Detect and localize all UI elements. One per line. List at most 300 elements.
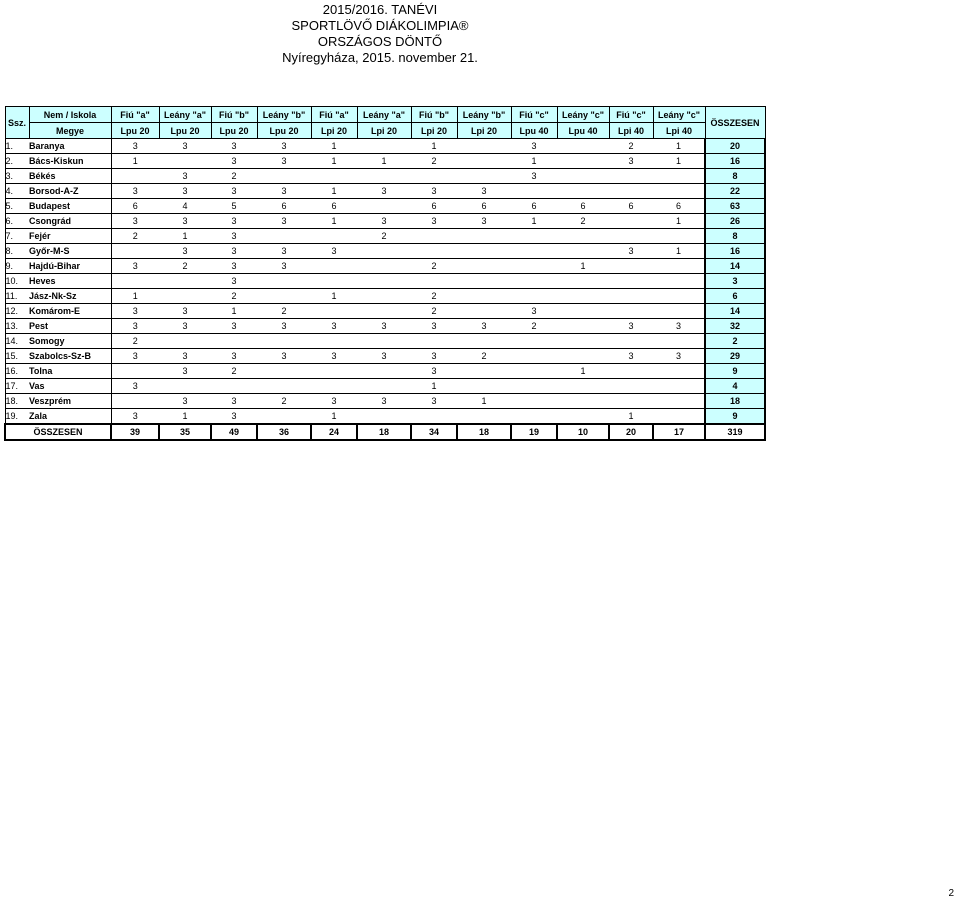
score-cell	[311, 379, 357, 394]
score-cell	[511, 289, 557, 304]
score-cell: 3	[257, 154, 311, 169]
row-number: 4.	[5, 184, 29, 199]
county-name: Borsod-A-Z	[29, 184, 111, 199]
score-cell: 6	[457, 199, 511, 214]
score-cell	[557, 139, 609, 154]
score-cell	[411, 409, 457, 425]
score-cell	[557, 229, 609, 244]
score-cell: 3	[159, 304, 211, 319]
table-row	[5, 169, 765, 184]
score-cell: 2	[257, 304, 311, 319]
column-sum: 19	[511, 424, 557, 440]
row-number: 6.	[5, 214, 29, 229]
row-total: 8	[705, 229, 765, 244]
score-cell	[257, 169, 311, 184]
row-total: 16	[705, 154, 765, 169]
score-cell: 3	[357, 214, 411, 229]
score-cell: 1	[557, 364, 609, 379]
column-sum: 24	[311, 424, 357, 440]
score-cell	[653, 169, 705, 184]
table-row	[5, 199, 765, 214]
score-cell: 3	[159, 394, 211, 409]
county-name: Tolna	[29, 364, 111, 379]
score-cell: 3	[653, 319, 705, 334]
score-cell: 3	[211, 394, 257, 409]
column-header-category: Leány "c"	[653, 107, 705, 123]
score-cell	[557, 154, 609, 169]
sum-label: ÖSSZESEN	[5, 424, 111, 440]
score-cell: 3	[111, 319, 159, 334]
score-cell	[457, 409, 511, 425]
column-header-category: Fiú "a"	[311, 107, 357, 123]
score-cell: 3	[211, 184, 257, 199]
score-cell	[357, 289, 411, 304]
sum-row	[5, 424, 765, 440]
score-cell: 3	[311, 394, 357, 409]
row-number: 3.	[5, 169, 29, 184]
score-cell	[211, 379, 257, 394]
score-cell: 1	[609, 409, 653, 425]
header-row-bottom	[5, 123, 765, 139]
score-cell	[411, 334, 457, 349]
row-number: 7.	[5, 229, 29, 244]
row-number: 15.	[5, 349, 29, 364]
score-cell: 3	[159, 139, 211, 154]
county-name: Szabolcs-Sz-B	[29, 349, 111, 364]
score-cell: 1	[159, 409, 211, 425]
score-cell	[511, 229, 557, 244]
score-cell: 3	[257, 259, 311, 274]
header-event-level: ORSZÁGOS DÖNTŐ	[317, 34, 443, 49]
score-cell: 3	[257, 349, 311, 364]
score-cell: 3	[357, 319, 411, 334]
row-total: 14	[705, 259, 765, 274]
score-cell: 1	[111, 154, 159, 169]
column-header-category: Fiú "c"	[511, 107, 557, 123]
row-total: 26	[705, 214, 765, 229]
score-cell: 1	[457, 394, 511, 409]
county-name: Csongrád	[29, 214, 111, 229]
county-name: Győr-M-S	[29, 244, 111, 259]
score-cell	[211, 334, 257, 349]
score-cell: 3	[159, 319, 211, 334]
score-cell: 3	[257, 214, 311, 229]
score-cell: 1	[311, 154, 357, 169]
column-header-weapon: Lpu 40	[511, 123, 557, 139]
county-name: Baranya	[29, 139, 111, 154]
score-cell	[653, 379, 705, 394]
score-cell	[653, 274, 705, 289]
score-cell: 3	[311, 319, 357, 334]
score-cell: 1	[159, 229, 211, 244]
score-cell: 2	[411, 154, 457, 169]
column-header-weapon: Lpi 40	[653, 123, 705, 139]
score-cell: 3	[257, 184, 311, 199]
score-cell	[457, 139, 511, 154]
score-cell	[357, 199, 411, 214]
score-cell: 3	[211, 244, 257, 259]
column-header-weapon: Lpi 20	[457, 123, 511, 139]
score-cell: 3	[211, 319, 257, 334]
score-cell: 3	[111, 409, 159, 425]
score-cell: 2	[111, 334, 159, 349]
score-cell: 3	[609, 154, 653, 169]
score-cell	[357, 244, 411, 259]
county-name: Fejér	[29, 229, 111, 244]
row-total: 32	[705, 319, 765, 334]
score-cell: 3	[159, 244, 211, 259]
score-cell	[111, 394, 159, 409]
score-cell	[609, 169, 653, 184]
column-header-weapon: Lpu 20	[111, 123, 159, 139]
score-cell	[511, 334, 557, 349]
name-header-bottom: Megye	[29, 123, 111, 139]
score-cell	[457, 379, 511, 394]
score-cell: 1	[111, 289, 159, 304]
score-cell: 5	[211, 199, 257, 214]
row-total: 14	[705, 304, 765, 319]
score-cell	[557, 409, 609, 425]
score-cell	[257, 379, 311, 394]
score-cell: 1	[311, 214, 357, 229]
score-cell: 3	[211, 274, 257, 289]
score-cell: 1	[311, 409, 357, 425]
score-cell: 6	[511, 199, 557, 214]
header-row-top	[5, 107, 765, 123]
score-cell	[557, 244, 609, 259]
score-cell	[557, 304, 609, 319]
score-cell	[511, 364, 557, 379]
column-header-category: Fiú "c"	[609, 107, 653, 123]
table-row	[5, 229, 765, 244]
score-cell	[609, 274, 653, 289]
score-cell: 3	[111, 259, 159, 274]
score-cell	[311, 304, 357, 319]
score-cell	[609, 364, 653, 379]
row-number: 10.	[5, 274, 29, 289]
score-cell	[653, 229, 705, 244]
table-row	[5, 394, 765, 409]
score-cell	[411, 244, 457, 259]
score-cell: 3	[159, 169, 211, 184]
score-cell	[311, 364, 357, 379]
score-cell	[653, 304, 705, 319]
column-header-category: Leány "b"	[257, 107, 311, 123]
score-cell	[411, 229, 457, 244]
score-cell: 2	[511, 319, 557, 334]
table-row	[5, 274, 765, 289]
score-cell	[653, 394, 705, 409]
score-cell	[457, 244, 511, 259]
score-cell: 3	[159, 184, 211, 199]
score-cell: 1	[411, 379, 457, 394]
row-number: 2.	[5, 154, 29, 169]
table-row	[5, 139, 765, 154]
county-name: Somogy	[29, 334, 111, 349]
score-cell: 1	[511, 214, 557, 229]
row-number: 19.	[5, 409, 29, 425]
column-sum: 20	[609, 424, 653, 440]
score-cell	[357, 364, 411, 379]
score-cell	[457, 289, 511, 304]
score-cell	[457, 229, 511, 244]
row-number: 11.	[5, 289, 29, 304]
column-sum: 18	[457, 424, 511, 440]
column-sum: 36	[257, 424, 311, 440]
row-total: 2	[705, 334, 765, 349]
score-cell	[609, 334, 653, 349]
score-cell: 3	[511, 169, 557, 184]
score-cell	[257, 364, 311, 379]
column-header-category: Fiú "b"	[211, 107, 257, 123]
column-sum: 10	[557, 424, 609, 440]
score-cell	[111, 274, 159, 289]
table-row	[5, 379, 765, 394]
score-cell	[609, 184, 653, 199]
page-number: 2	[948, 888, 954, 899]
score-cell	[357, 169, 411, 184]
score-cell: 1	[411, 139, 457, 154]
score-cell: 2	[257, 394, 311, 409]
row-number: 5.	[5, 199, 29, 214]
score-cell	[511, 349, 557, 364]
name-header-top: Nem / Iskola	[29, 107, 111, 123]
column-header-category: Leány "a"	[159, 107, 211, 123]
table-row	[5, 334, 765, 349]
score-cell: 3	[357, 184, 411, 199]
score-cell: 2	[159, 259, 211, 274]
header-school-year: 2015/2016. TANÉVI	[322, 2, 438, 17]
score-cell: 3	[653, 349, 705, 364]
score-cell	[257, 289, 311, 304]
score-cell	[457, 169, 511, 184]
row-number: 9.	[5, 259, 29, 274]
row-number: 17.	[5, 379, 29, 394]
column-header-weapon: Lpu 20	[159, 123, 211, 139]
column-header-category: Leány "c"	[557, 107, 609, 123]
score-cell: 3	[111, 214, 159, 229]
score-cell: 3	[457, 214, 511, 229]
score-cell: 3	[111, 139, 159, 154]
table-row	[5, 319, 765, 334]
score-cell: 3	[457, 184, 511, 199]
score-cell	[511, 244, 557, 259]
score-cell: 1	[311, 184, 357, 199]
score-cell	[411, 274, 457, 289]
score-cell	[159, 154, 211, 169]
score-cell	[653, 364, 705, 379]
score-cell	[159, 334, 211, 349]
score-cell	[557, 379, 609, 394]
score-cell	[311, 334, 357, 349]
column-header-category: Fiú "a"	[111, 107, 159, 123]
score-cell	[357, 379, 411, 394]
score-cell	[557, 334, 609, 349]
score-cell	[457, 259, 511, 274]
score-cell	[457, 364, 511, 379]
county-name: Pest	[29, 319, 111, 334]
score-cell: 3	[111, 379, 159, 394]
score-cell	[653, 184, 705, 199]
row-total: 9	[705, 409, 765, 425]
score-cell	[609, 214, 653, 229]
score-cell: 2	[411, 304, 457, 319]
total-header: ÖSSZESEN	[705, 107, 765, 139]
table-row	[5, 214, 765, 229]
score-cell: 3	[257, 139, 311, 154]
score-cell	[653, 409, 705, 425]
score-cell	[557, 184, 609, 199]
table-row	[5, 349, 765, 364]
score-cell: 3	[411, 319, 457, 334]
score-cell: 1	[311, 289, 357, 304]
county-name: Bács-Kiskun	[29, 154, 111, 169]
score-cell: 2	[411, 289, 457, 304]
score-cell	[311, 229, 357, 244]
column-sum: 34	[411, 424, 457, 440]
score-cell: 4	[159, 199, 211, 214]
row-total: 18	[705, 394, 765, 409]
table-row	[5, 409, 765, 425]
row-number: 1.	[5, 139, 29, 154]
score-cell	[557, 394, 609, 409]
score-cell: 1	[357, 154, 411, 169]
column-header-weapon: Lpi 40	[609, 123, 653, 139]
score-cell	[357, 409, 411, 425]
score-cell: 3	[111, 184, 159, 199]
score-cell	[511, 394, 557, 409]
column-header-weapon: Lpu 20	[211, 123, 257, 139]
score-cell	[609, 379, 653, 394]
row-number: 8.	[5, 244, 29, 259]
score-cell: 6	[609, 199, 653, 214]
row-total: 9	[705, 364, 765, 379]
score-cell: 3	[211, 229, 257, 244]
score-cell: 3	[211, 259, 257, 274]
table-row	[5, 154, 765, 169]
score-cell	[609, 394, 653, 409]
score-cell	[357, 304, 411, 319]
row-total: 6	[705, 289, 765, 304]
row-total: 16	[705, 244, 765, 259]
score-cell	[557, 349, 609, 364]
score-cell: 2	[357, 229, 411, 244]
score-cell	[257, 334, 311, 349]
table-row	[5, 289, 765, 304]
score-cell: 6	[111, 199, 159, 214]
score-cell	[609, 289, 653, 304]
row-total: 4	[705, 379, 765, 394]
score-cell	[159, 379, 211, 394]
county-name: Vas	[29, 379, 111, 394]
column-header-weapon: Lpu 40	[557, 123, 609, 139]
county-name: Hajdú-Bihar	[29, 259, 111, 274]
column-sum: 39	[111, 424, 159, 440]
table-row	[5, 364, 765, 379]
score-cell: 3	[211, 214, 257, 229]
score-cell: 3	[357, 394, 411, 409]
column-header-weapon: Lpi 20	[357, 123, 411, 139]
score-cell: 3	[211, 154, 257, 169]
column-header-weapon: Lpu 20	[257, 123, 311, 139]
score-cell: 2	[211, 169, 257, 184]
score-cell	[357, 334, 411, 349]
score-cell: 2	[211, 364, 257, 379]
table-row	[5, 244, 765, 259]
score-cell: 3	[411, 184, 457, 199]
county-name: Zala	[29, 409, 111, 425]
score-cell: 6	[557, 199, 609, 214]
row-total: 63	[705, 199, 765, 214]
row-total: 3	[705, 274, 765, 289]
score-cell	[557, 289, 609, 304]
score-cell	[357, 139, 411, 154]
score-cell	[609, 259, 653, 274]
grand-total: 319	[705, 424, 765, 440]
score-cell	[111, 169, 159, 184]
table-row	[5, 304, 765, 319]
county-name: Budapest	[29, 199, 111, 214]
score-cell	[557, 319, 609, 334]
column-header-category: Leány "a"	[357, 107, 411, 123]
score-cell	[457, 274, 511, 289]
score-cell	[159, 274, 211, 289]
column-sum: 49	[211, 424, 257, 440]
score-cell: 2	[609, 139, 653, 154]
row-number: 12.	[5, 304, 29, 319]
row-total: 29	[705, 349, 765, 364]
column-header-weapon: Lpi 20	[411, 123, 457, 139]
header-event-name: SPORTLÖVŐ DIÁKOLIMPIA®	[291, 18, 469, 33]
score-cell	[511, 379, 557, 394]
row-total: 22	[705, 184, 765, 199]
table-row	[5, 259, 765, 274]
row-total: 20	[705, 139, 765, 154]
score-cell: 3	[411, 364, 457, 379]
score-cell: 3	[411, 394, 457, 409]
column-sum: 35	[159, 424, 211, 440]
score-cell: 6	[257, 199, 311, 214]
score-cell: 1	[557, 259, 609, 274]
score-cell: 3	[609, 319, 653, 334]
score-cell: 3	[357, 349, 411, 364]
score-cell	[557, 169, 609, 184]
score-cell: 3	[159, 214, 211, 229]
table-row	[5, 184, 765, 199]
score-cell	[511, 184, 557, 199]
score-cell	[357, 274, 411, 289]
column-sum: 17	[653, 424, 705, 440]
score-cell: 3	[411, 214, 457, 229]
column-sum: 18	[357, 424, 411, 440]
score-cell: 3	[111, 304, 159, 319]
county-name: Veszprém	[29, 394, 111, 409]
score-cell	[311, 274, 357, 289]
score-cell: 3	[311, 349, 357, 364]
score-cell	[511, 409, 557, 425]
score-cell	[159, 289, 211, 304]
header-location-date: Nyíregyháza, 2015. november 21.	[282, 50, 478, 65]
score-cell	[257, 274, 311, 289]
score-cell: 3	[411, 349, 457, 364]
score-cell	[457, 304, 511, 319]
score-cell: 2	[211, 289, 257, 304]
row-number: 18.	[5, 394, 29, 409]
county-name: Jász-Nk-Sz	[29, 289, 111, 304]
score-cell: 3	[511, 139, 557, 154]
county-name: Heves	[29, 274, 111, 289]
score-cell: 1	[653, 139, 705, 154]
